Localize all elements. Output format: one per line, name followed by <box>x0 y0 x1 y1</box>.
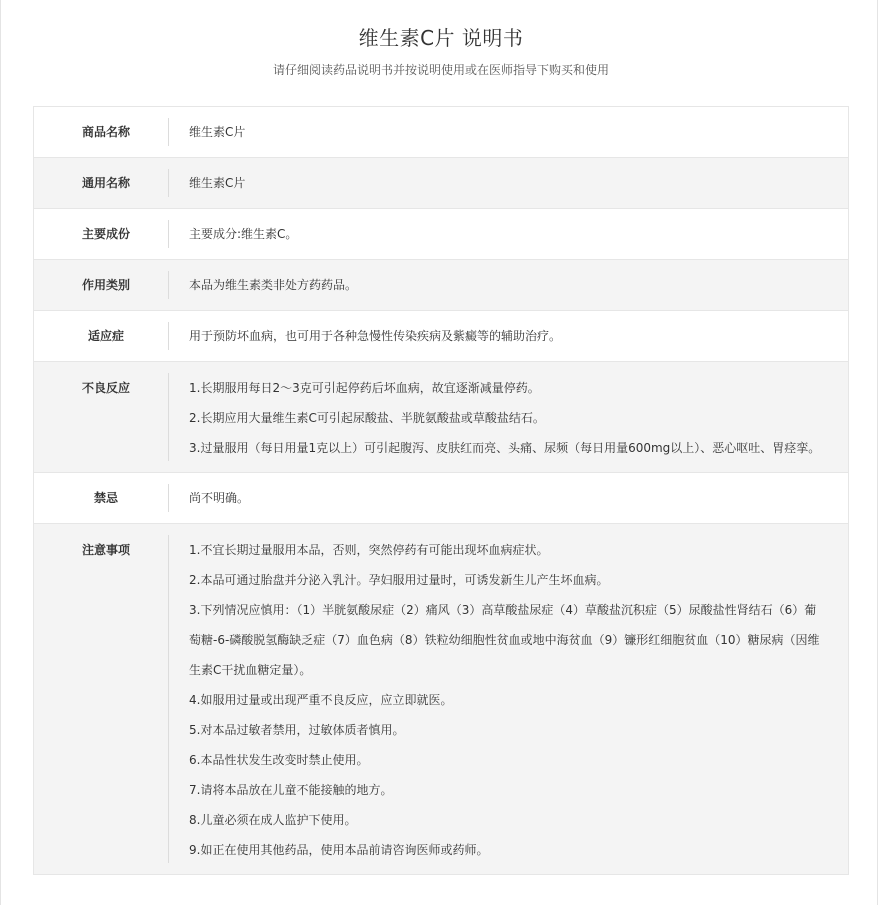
row-label: 作用类别 <box>34 260 178 310</box>
table-row-indications <box>34 311 848 362</box>
value-line: 6.本品性状发生改变时禁止使用。 <box>189 753 369 767</box>
value-line: 1.不宜长期过量服用本品，否则，突然停药有可能出现坏血病症状。 <box>189 543 549 557</box>
row-value <box>178 473 848 523</box>
value-line: 8.儿童必须在成人监护下使用。 <box>189 813 357 827</box>
table-row-category <box>34 260 848 311</box>
value-line: 7.请将本品放在儿童不能接触的地方。 <box>189 783 393 797</box>
value-line: 维生素C片 <box>189 176 246 190</box>
value-line: 3.下列情况应慎用：（1）半胱氨酸尿症（2）痛风（3）高草酸盐尿症（4）草酸盐沉积症（5）尿酸盐性肾结石（6）葡萄糖-6-磷酸脱氢酶缺乏症（7）血色病（8）铁粒幼细胞性贫血或地中海贫血（9）镰形红细胞贫血（10）糖尿病（因维生素C干扰血糖定量）。 <box>189 603 820 677</box>
value-line: 维生素C片 <box>189 125 246 139</box>
row-label: 商品名称 <box>34 107 178 157</box>
table-row-adverse-reactions <box>34 362 848 473</box>
row-value <box>178 158 848 208</box>
row-label: 通用名称 <box>34 158 178 208</box>
row-value <box>178 107 848 157</box>
value-line: 5.对本品过敏者禁用，过敏体质者慎用。 <box>189 723 405 737</box>
value-line: 用于预防坏血病，也可用于各种急慢性传染疾病及紫癜等的辅助治疗。 <box>189 329 562 343</box>
row-value <box>178 260 848 310</box>
row-value <box>178 362 848 472</box>
row-value <box>178 311 848 361</box>
page-subtitle: 请仔细阅读药品说明书并按说明使用或在医师指导下购买和使用 <box>272 63 609 77</box>
table-row-product-name <box>34 107 848 158</box>
value-line: 主要成分:维生素C。 <box>189 227 298 241</box>
table-row-generic-name <box>34 158 848 209</box>
row-value <box>178 209 848 259</box>
value-line: 本品为维生素类非处方药药品。 <box>189 278 358 292</box>
row-label: 不良反应 <box>34 362 178 472</box>
value-line: 2.本品可通过胎盘并分泌入乳汁。孕妇服用过量时，可诱发新生儿产生坏血病。 <box>189 573 609 587</box>
value-line: 2.长期应用大量维生素C可引起尿酸盐、半胱氨酸盐或草酸盐结石。 <box>189 411 545 425</box>
table-row-contraindications <box>34 473 848 524</box>
table-row-precautions <box>34 524 848 874</box>
row-value <box>178 524 848 874</box>
row-label: 适应症 <box>34 311 178 361</box>
table-row-ingredients <box>34 209 848 260</box>
value-line: 尚不明确。 <box>189 491 250 505</box>
row-label: 主要成份 <box>34 209 178 259</box>
value-line: 3.过量服用（每日用量1克以上）可引起腹泻、皮肤红而亮、头痛、尿频（每日用量600mg以上）、恶心呕吐、胃痉挛。 <box>189 441 821 455</box>
value-line: 4.如服用过量或出现严重不良反应，应立即就医。 <box>189 693 453 707</box>
row-label: 注意事项 <box>34 524 178 874</box>
value-line: 1.长期服用每日2～3克可引起停药后坏血病，故宜逐渐减量停药。 <box>189 381 540 395</box>
value-line: 9.如正在使用其他药品，使用本品前请咨询医师或药师。 <box>189 843 489 857</box>
spec-table <box>33 106 849 875</box>
row-label: 禁忌 <box>34 473 178 523</box>
page-title: 维生素C片 说明书 <box>358 26 524 50</box>
